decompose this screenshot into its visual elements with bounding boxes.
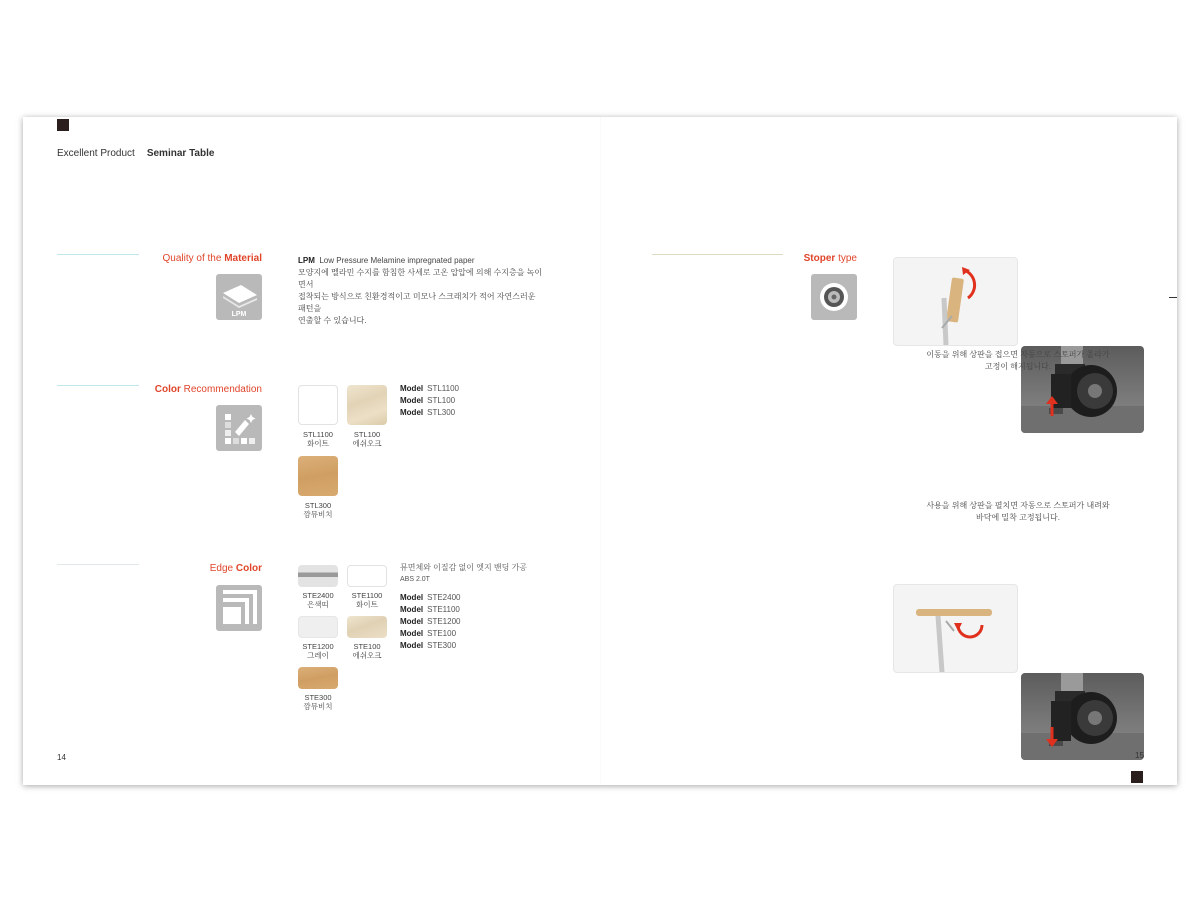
- swatch-stl300: [298, 456, 338, 496]
- photo-caster-locked: [1021, 673, 1144, 760]
- swatch-label-stl100: STL100 에쉬오크: [352, 430, 382, 448]
- corner-mark-bottom-right: [1131, 771, 1143, 783]
- swatch-stl100: [347, 385, 387, 425]
- section-title-edge: Edge Color: [209, 563, 262, 574]
- edge-tick-mark: [1169, 297, 1177, 298]
- section-rule-color: [57, 385, 139, 386]
- lpm-sheet-icon: [216, 274, 262, 320]
- material-desc-line2: 접착되는 방식으로 친환경적이고 미모나 스크래치가 적어 자연스러운 패턴을: [298, 292, 536, 313]
- swatch-ste2400: [298, 565, 338, 587]
- color-model-row: Model STL300: [400, 408, 456, 417]
- edge-model-row: Model STE300: [400, 641, 457, 650]
- material-description: [298, 255, 543, 327]
- page-number-left: 14: [57, 753, 66, 762]
- swatch-ste1100: [347, 565, 387, 587]
- swatch-ste100: [347, 616, 387, 638]
- edge-note-2: ABS 2.0T: [400, 576, 430, 583]
- edge-model-row: Model STE1100: [400, 605, 460, 614]
- header-title: Seminar Table: [146, 148, 215, 159]
- swatch-ste300: [298, 667, 338, 689]
- stopper-caption-2: 사용을 위해 상판을 펼치면 자동으로 스토퍼가 내려와 바닥에 밀착 고정됩니다.: [926, 501, 1110, 522]
- swatch-label-stl1100: STL1100 화이트: [303, 430, 333, 448]
- page-fold: [600, 117, 601, 785]
- edge-model-row: Model STE1200: [400, 617, 461, 626]
- lpm-icon-text: LPM: [231, 311, 247, 317]
- section-rule-material: [57, 254, 139, 255]
- stopper-caption-1: 이동을 위해 상판을 접으면 자동으로 스토퍼가 올라가 고정이 해지됩니다.: [926, 350, 1110, 371]
- color-model-row: Model STL100: [400, 396, 456, 405]
- section-title-stopper: Stoper type: [803, 253, 857, 264]
- photo-folded-table: [893, 257, 1018, 346]
- edge-note-1: 뮤면체와 이질감 없이 엣지 밴딩 가공: [400, 563, 528, 572]
- material-desc-line3: 연출할 수 있습니다.: [298, 316, 367, 325]
- section-title-material: Quality of the Material: [162, 253, 262, 264]
- swatch-ste1200: [298, 616, 338, 638]
- edge-model-row: Model STE100: [400, 629, 457, 638]
- swatch-stl1100: [298, 385, 338, 425]
- edge-info: [400, 562, 527, 652]
- section-title-color: Color Recommendation: [154, 384, 262, 395]
- edge-layers-icon: [216, 585, 262, 631]
- material-desc-line1: 모양지에 멜라민 수지를 함침한 사세로 고온 압압에 의해 수지층을 녹이면서: [298, 268, 543, 289]
- page-number-right: 15: [1135, 751, 1144, 760]
- brochure-spread: [23, 117, 1177, 785]
- swatch-label-ste2400: STE2400 은색띠: [302, 591, 334, 609]
- caster-wheel-icon: [811, 274, 857, 320]
- swatch-label-ste100: STE100 에쉬오크: [352, 642, 382, 660]
- swatch-label-ste1200: STE1200 그레이: [302, 642, 334, 660]
- page-header: [57, 148, 214, 159]
- lpm-title-line: LPM Low Pressure Melamine impregnated paper: [298, 256, 475, 265]
- photo-unfolded-table: [893, 584, 1018, 673]
- color-palette-icon: [216, 405, 262, 451]
- swatch-label-ste1100: STE1100 화이트: [351, 591, 383, 609]
- color-model-row: Model STL1100: [400, 384, 459, 393]
- color-model-list: [400, 383, 459, 419]
- corner-mark-top-left: [57, 119, 69, 131]
- section-rule-edge: [57, 564, 139, 565]
- section-rule-stopper: [652, 254, 783, 255]
- edge-model-row: Model STE2400: [400, 593, 461, 602]
- header-prefix: Excellent Product: [57, 148, 135, 159]
- swatch-label-stl300: STL300 깜뮤비치: [303, 501, 333, 519]
- swatch-label-ste300: STE300 깜뮤비치: [303, 693, 333, 711]
